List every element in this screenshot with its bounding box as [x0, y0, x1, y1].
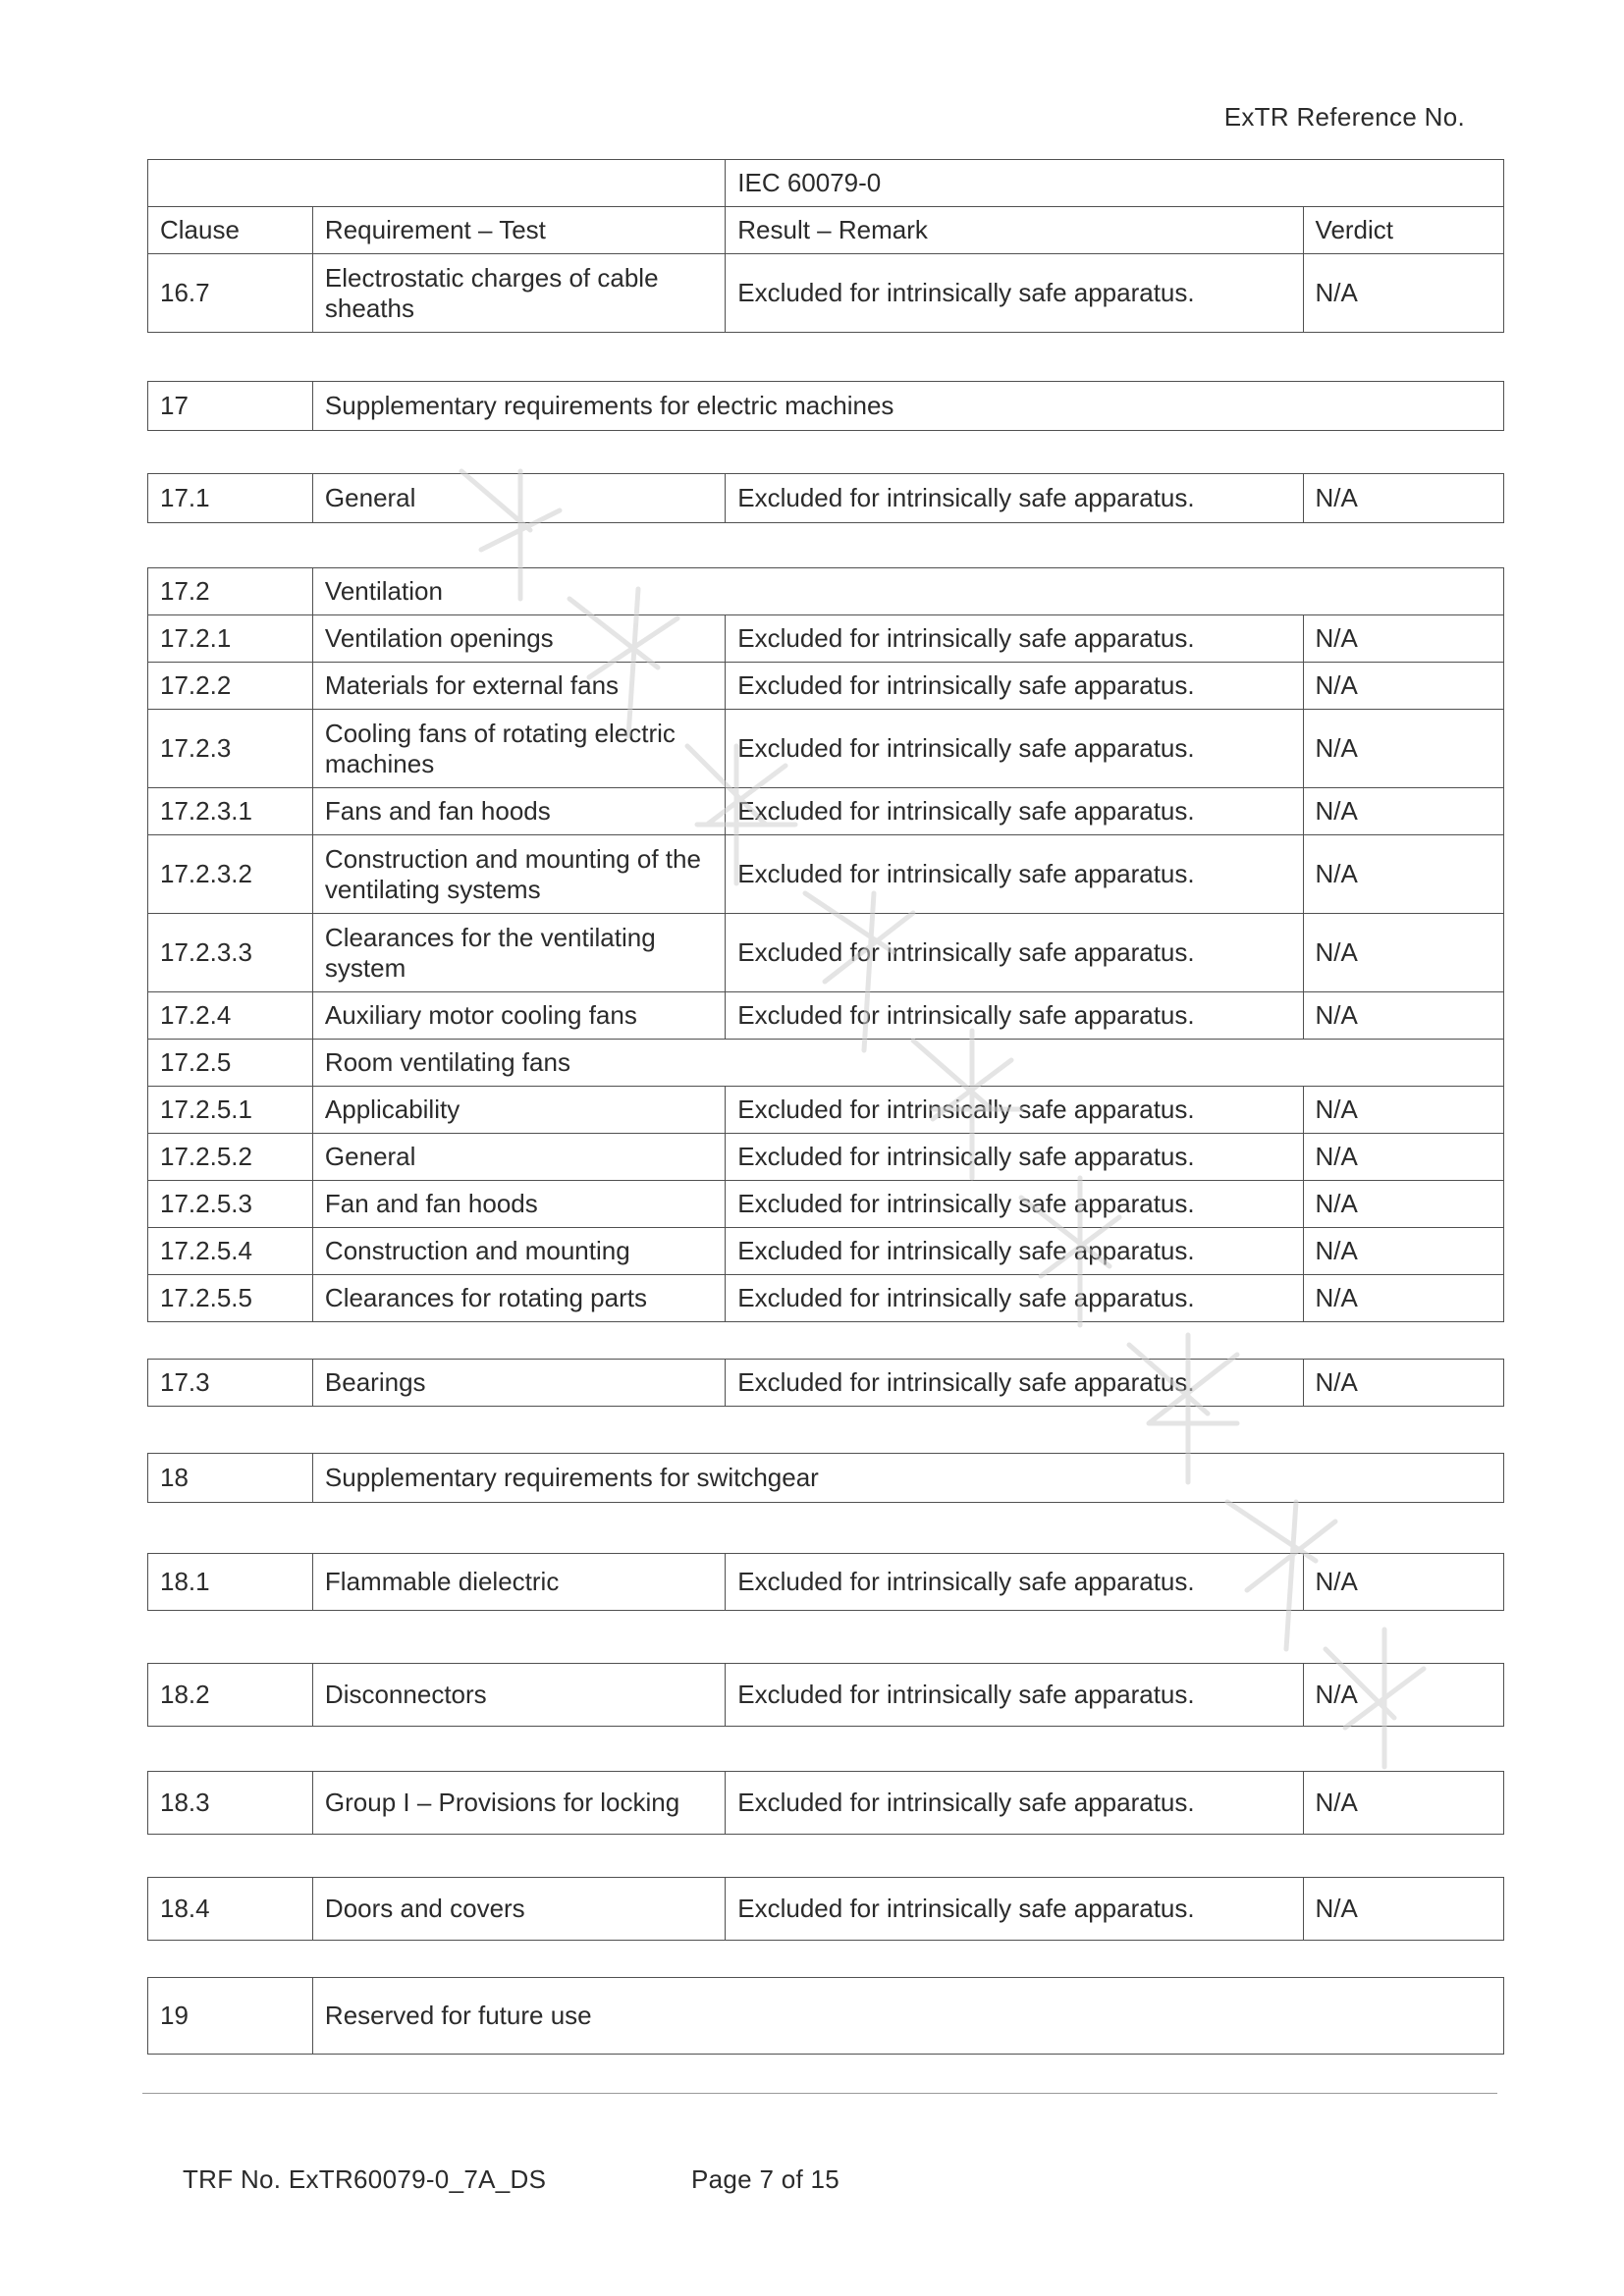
- table-row: [148, 1087, 1504, 1134]
- clause-number: 17.3: [148, 1360, 313, 1407]
- requirement-text: Materials for external fans: [312, 663, 725, 710]
- requirement-text: Fan and fan hoods: [312, 1181, 725, 1228]
- section-title: Supplementary requirements for switchgear: [312, 1454, 1503, 1503]
- requirement-text: Disconnectors: [312, 1664, 725, 1727]
- clause-table: [147, 1453, 1504, 1503]
- result-remark: Excluded for intrinsically safe apparatus.: [726, 710, 1303, 788]
- clause-number: 17.2.4: [148, 992, 313, 1040]
- standard-title: IEC 60079-0: [726, 160, 1504, 207]
- result-remark: Excluded for intrinsically safe apparatus.: [726, 1087, 1303, 1134]
- blank-cell: [148, 160, 726, 207]
- result-remark: Excluded for intrinsically safe apparatus.: [726, 615, 1303, 663]
- clause-number: 18: [148, 1454, 313, 1503]
- verdict-value: N/A: [1303, 615, 1503, 663]
- table-row: [148, 474, 1504, 523]
- requirement-text: Group I – Provisions for locking: [312, 1772, 725, 1835]
- requirement-text: Construction and mounting of the ventilating systems: [312, 835, 725, 914]
- clause-table: [147, 1771, 1504, 1835]
- table-row: [148, 914, 1504, 992]
- reference-number-label: ExTR Reference No.: [1223, 102, 1465, 132]
- verdict-value: N/A: [1303, 788, 1503, 835]
- requirement-text: Bearings: [312, 1360, 725, 1407]
- page-number: Page 7 of 15: [691, 2164, 840, 2194]
- header-verdict: Verdict: [1303, 207, 1503, 254]
- header-result: Result – Remark: [726, 207, 1303, 254]
- result-remark: Excluded for intrinsically safe apparatus.: [726, 1554, 1303, 1611]
- clause-table: [147, 1877, 1504, 1941]
- result-remark: Excluded for intrinsically safe apparatus.: [726, 474, 1303, 523]
- table-row: [148, 1454, 1504, 1503]
- requirement-text: Auxiliary motor cooling fans: [312, 992, 725, 1040]
- table-row: [148, 1554, 1504, 1611]
- table-row: [148, 568, 1504, 615]
- verdict-value: N/A: [1303, 835, 1503, 914]
- clause-number: 17: [148, 382, 313, 431]
- clause-number: 17.2.5: [148, 1040, 313, 1087]
- trf-number: TRF No. ExTR60079-0_7A_DS: [183, 2164, 547, 2194]
- clause-number: 17.2.5.2: [148, 1134, 313, 1181]
- result-remark: Excluded for intrinsically safe apparatus.: [726, 992, 1303, 1040]
- clause-number: 17.2.3.1: [148, 788, 313, 835]
- standard-title-row: [148, 160, 1504, 207]
- clause-number: 17.1: [148, 474, 313, 523]
- result-remark: Excluded for intrinsically safe apparatus.: [726, 1181, 1303, 1228]
- clause-number: 17.2.2: [148, 663, 313, 710]
- table-row: [148, 1878, 1504, 1941]
- requirement-text: General: [312, 474, 725, 523]
- verdict-value: N/A: [1303, 1664, 1503, 1727]
- result-remark: Excluded for intrinsically safe apparatus.: [726, 1772, 1303, 1835]
- verdict-value: N/A: [1303, 914, 1503, 992]
- result-remark: Excluded for intrinsically safe apparatus.: [726, 788, 1303, 835]
- verdict-value: N/A: [1303, 1134, 1503, 1181]
- table-row: [148, 1181, 1504, 1228]
- clause-table: [147, 567, 1504, 1322]
- verdict-value: N/A: [1303, 254, 1503, 333]
- requirement-text: Flammable dielectric: [312, 1554, 725, 1611]
- verdict-value: N/A: [1303, 663, 1503, 710]
- verdict-value: N/A: [1303, 474, 1503, 523]
- clause-number: 17.2.3.2: [148, 835, 313, 914]
- result-remark: Excluded for intrinsically safe apparatus.: [726, 914, 1303, 992]
- requirement-text: Construction and mounting: [312, 1228, 725, 1275]
- section-title: Room ventilating fans: [312, 1040, 1503, 1087]
- table-row: [148, 992, 1504, 1040]
- clause-table: [147, 159, 1504, 333]
- section-title: Reserved for future use: [312, 1978, 1503, 2055]
- requirement-text: Clearances for the ventilating system: [312, 914, 725, 992]
- clause-number: 18.2: [148, 1664, 313, 1727]
- requirement-text: Electrostatic charges of cable sheaths: [312, 254, 725, 333]
- clause-number: 18.1: [148, 1554, 313, 1611]
- result-remark: Excluded for intrinsically safe apparatus.: [726, 1134, 1303, 1181]
- result-remark: Excluded for intrinsically safe apparatus.: [726, 1664, 1303, 1727]
- header-requirement: Requirement – Test: [312, 207, 725, 254]
- clause-number: 17.2.3.3: [148, 914, 313, 992]
- clause-table: [147, 473, 1504, 523]
- header-clause: Clause: [148, 207, 313, 254]
- table-row: [148, 1134, 1504, 1181]
- verdict-value: N/A: [1303, 1772, 1503, 1835]
- clause-number: 18.4: [148, 1878, 313, 1941]
- requirement-text: Cooling fans of rotating electric machines: [312, 710, 725, 788]
- result-remark: Excluded for intrinsically safe apparatus.: [726, 254, 1303, 333]
- result-remark: Excluded for intrinsically safe apparatus.: [726, 1360, 1303, 1407]
- requirement-text: Clearances for rotating parts: [312, 1275, 725, 1322]
- result-remark: Excluded for intrinsically safe apparatus.: [726, 663, 1303, 710]
- clause-table: [147, 381, 1504, 431]
- section-title: Supplementary requirements for electric machines: [312, 382, 1503, 431]
- clause-number: 17.2.3: [148, 710, 313, 788]
- clause-number: 17.2: [148, 568, 313, 615]
- requirement-text: Applicability: [312, 1087, 725, 1134]
- clause-number: 17.2.1: [148, 615, 313, 663]
- table-row: [148, 1275, 1504, 1322]
- clause-number: 17.2.5.4: [148, 1228, 313, 1275]
- verdict-value: N/A: [1303, 1878, 1503, 1941]
- clause-number: 17.2.5.5: [148, 1275, 313, 1322]
- clause-table: [147, 1359, 1504, 1407]
- verdict-value: N/A: [1303, 1360, 1503, 1407]
- table-row: [148, 1772, 1504, 1835]
- table-row: [148, 254, 1504, 333]
- verdict-value: N/A: [1303, 1554, 1503, 1611]
- table-row: [148, 1228, 1504, 1275]
- verdict-value: N/A: [1303, 1181, 1503, 1228]
- table-row: [148, 710, 1504, 788]
- table-row: [148, 1040, 1504, 1087]
- clause-number: 16.7: [148, 254, 313, 333]
- table-row: [148, 835, 1504, 914]
- verdict-value: N/A: [1303, 710, 1503, 788]
- table-row: [148, 382, 1504, 431]
- result-remark: Excluded for intrinsically safe apparatus.: [726, 1228, 1303, 1275]
- clause-number: 18.3: [148, 1772, 313, 1835]
- clause-number: 19: [148, 1978, 313, 2055]
- verdict-value: N/A: [1303, 1228, 1503, 1275]
- result-remark: Excluded for intrinsically safe apparatus.: [726, 835, 1303, 914]
- requirement-text: Ventilation openings: [312, 615, 725, 663]
- table-row: [148, 663, 1504, 710]
- requirement-text: General: [312, 1134, 725, 1181]
- requirement-text: Doors and covers: [312, 1878, 725, 1941]
- column-header-row: [148, 207, 1504, 254]
- result-remark: Excluded for intrinsically safe apparatus.: [726, 1275, 1303, 1322]
- verdict-value: N/A: [1303, 1275, 1503, 1322]
- table-row: [148, 615, 1504, 663]
- table-row: [148, 1360, 1504, 1407]
- clause-table: [147, 1553, 1504, 1611]
- verdict-value: N/A: [1303, 992, 1503, 1040]
- requirement-text: Fans and fan hoods: [312, 788, 725, 835]
- clause-number: 17.2.5.1: [148, 1087, 313, 1134]
- table-row: [148, 788, 1504, 835]
- result-remark: Excluded for intrinsically safe apparatus.: [726, 1878, 1303, 1941]
- clause-table: [147, 1977, 1504, 2055]
- clause-table: [147, 1663, 1504, 1727]
- verdict-value: N/A: [1303, 1087, 1503, 1134]
- section-title: Ventilation: [312, 568, 1503, 615]
- table-row: [148, 1664, 1504, 1727]
- table-row: [148, 1978, 1504, 2055]
- clause-number: 17.2.5.3: [148, 1181, 313, 1228]
- footer-divider: [142, 2093, 1497, 2094]
